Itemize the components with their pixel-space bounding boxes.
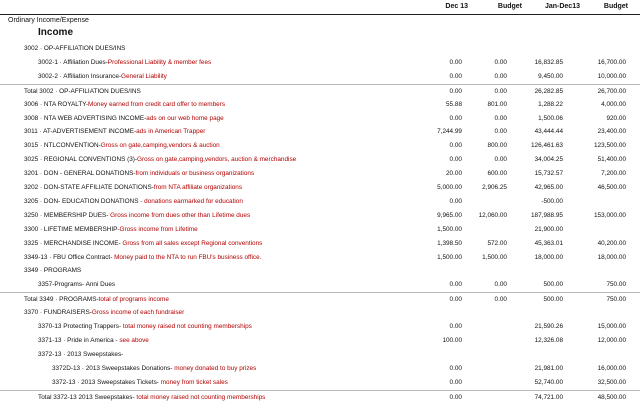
table-row [0, 139, 640, 153]
row-description: General Liability [121, 72, 167, 80]
cell-dec13: 9,965.00 [437, 211, 462, 219]
cell-budget-month: 0.00 [494, 87, 507, 95]
cell-jan-dec13: 12,326.08 [534, 336, 563, 344]
cell-dec13: 55.88 [446, 100, 462, 108]
row-label [24, 125, 205, 139]
table-row [0, 209, 640, 223]
cell-budget-month: 800.00 [487, 142, 507, 150]
row-description: money donated to buy prizes [172, 364, 257, 372]
cell-budget-month: 1,500.00 [482, 253, 507, 261]
cell-budget-month: 0.00 [494, 156, 507, 164]
cell-budget-month: 600.00 [487, 170, 507, 178]
cell-budget-month: 801.00 [487, 100, 507, 108]
row-label [24, 181, 242, 195]
cell-budget-year: 46,500.00 [597, 184, 626, 191]
row-description: Professional Liability & member fees [107, 58, 212, 66]
row-account-name: 3006 · NTA ROYALTY- [24, 100, 89, 108]
row-account-name: 3325 · MERCHANDISE INCOME- [24, 239, 121, 247]
row-account-name: 3025 · REGIONAL CONVENTIONS (3)- [24, 156, 138, 164]
cell-dec13: 1,398.50 [437, 239, 462, 247]
cell-budget-year: 12,000.00 [597, 336, 626, 344]
table-row [0, 167, 640, 181]
row-label [38, 56, 211, 70]
row-account-name: 3349 · PROGRAMS [24, 267, 82, 275]
cell-budget-month: 0.00 [494, 58, 507, 66]
cell-jan-dec13: 52,740.00 [534, 378, 563, 386]
table-row [0, 334, 640, 348]
row-label [24, 306, 184, 320]
row-account-name: 3002-1 · Affiliation Dues- [38, 58, 108, 66]
cell-budget-year: 4,000.00 [601, 100, 626, 108]
cell-budget-year: 750.00 [606, 281, 626, 289]
cell-jan-dec13: 74,721.00 [534, 393, 563, 401]
cell-budget-year: 40,200.00 [597, 239, 626, 247]
table-row [0, 362, 640, 376]
cell-budget-year: 15,000.00 [597, 323, 626, 330]
row-account-name: 3205 · DON- EDUCATION DONATIONS [24, 197, 139, 205]
row-label [24, 264, 81, 278]
cell-dec13: 0.00 [449, 281, 462, 289]
row-account-name: 3300 · LIFETIME MEMBERSHIP- [24, 225, 120, 233]
cell-jan-dec13: 42,965.00 [534, 184, 563, 191]
row-label [24, 112, 224, 126]
table-row [0, 125, 640, 139]
col-header-budget-year: Budget [603, 3, 628, 10]
cell-budget-month: 0.00 [494, 296, 507, 304]
row-description: from NTA affiliate organizations [153, 184, 243, 191]
cell-budget-year: 920.00 [606, 114, 626, 122]
row-description: Money earned from credit card offer to members [88, 100, 226, 108]
row-label [24, 209, 250, 223]
table-row [0, 223, 640, 237]
cell-dec13: 0.00 [449, 323, 462, 330]
cell-budget-year: 153,000.00 [594, 211, 626, 219]
table-row [0, 376, 640, 390]
row-description: see above [117, 336, 149, 344]
row-description: total of programs income [98, 296, 169, 304]
cell-jan-dec13: 126,461.63 [531, 142, 563, 150]
row-account-name: 3008 · NTA WEB ADVERTISING INCOME- [24, 114, 147, 122]
row-account-name: 3011 · AT-ADVERTISEMENT INCOME- [24, 128, 137, 136]
row-label [24, 223, 198, 237]
row-label [24, 293, 169, 307]
row-description: ads on our web home page [146, 114, 224, 122]
row-account-name: Total 3349 · PROGRAMS- [24, 296, 99, 304]
row-account-name: 3357-Programs- Anni Dues [38, 281, 116, 289]
row-description: total money raised not counting memberships [134, 393, 266, 401]
cell-budget-year: 123,500.00 [594, 142, 626, 150]
table-row [0, 237, 640, 251]
table-row [0, 320, 640, 334]
row-account-name: 3372D-13 · 2013 Sweepstakes Donations- [52, 364, 173, 372]
cell-dec13: 1,500.00 [437, 225, 462, 233]
table-row [0, 84, 640, 99]
table-row [0, 70, 640, 84]
cell-jan-dec13: 34,004.25 [534, 156, 563, 164]
row-account-name: 3002-2 · Affiliation Insurance- [38, 72, 122, 80]
cell-jan-dec13: 16,832.85 [534, 58, 563, 66]
cell-jan-dec13: 21,590.26 [534, 323, 563, 330]
cell-jan-dec13: 9,450.00 [538, 72, 563, 80]
row-account-name: 3202 · DON-STATE AFFILIATE DONATIONS- [24, 184, 154, 191]
row-description: Money paid to the NTA to run FBU's business office. [112, 253, 262, 261]
cell-budget-month: 0.00 [494, 128, 507, 136]
cell-budget-month: 12,060.00 [478, 211, 507, 219]
row-description: Gross from all sales except Regional conventions [120, 239, 263, 247]
row-description: ads in American Trapper [136, 128, 206, 136]
cell-budget-month: 0.00 [494, 72, 507, 80]
cell-jan-dec13: 15,732.57 [534, 170, 563, 178]
table-row [0, 278, 640, 292]
row-description: Gross income from dues other than Lifetime dues [108, 211, 251, 219]
row-label [24, 237, 262, 251]
table-row [0, 348, 640, 362]
table-row [0, 153, 640, 167]
cell-budget-month: 0.00 [494, 114, 507, 122]
cell-budget-year: 16,000.00 [597, 364, 626, 372]
row-account-name: 3370-13 Protecting Trappers- [38, 323, 122, 330]
section-title: Ordinary Income/Expense [8, 17, 89, 24]
cell-dec13: 0.00 [449, 393, 462, 401]
cell-jan-dec13: 1,288.22 [538, 100, 563, 108]
cell-dec13: 100.00 [442, 336, 462, 344]
row-account-name: 3201 · DON - GENERAL DONATIONS- [24, 170, 136, 178]
row-description: Gross income of each fundraiser [91, 309, 185, 317]
row-label [38, 334, 149, 348]
cell-dec13: 0.00 [449, 58, 462, 66]
row-description: Gross on gate,camping,vendors, auction & merchandise [137, 156, 297, 164]
row-description: total money raised not counting memberships [121, 323, 252, 330]
row-account-name: 3250 · MEMBERSHIP DUES- [24, 211, 109, 219]
row-label [24, 98, 225, 112]
cell-jan-dec13: 1,500.06 [538, 114, 563, 122]
row-account-name: 3372-13 · 2013 Sweepstakes Tickets- [52, 378, 159, 386]
cell-jan-dec13: 18,000.00 [534, 253, 563, 261]
col-header-jan-dec13: Jan-Dec13 [544, 3, 580, 10]
cell-dec13: 7,244.99 [437, 128, 462, 136]
cell-jan-dec13: 26,282.85 [534, 87, 563, 95]
col-header-dec13: Dec 13 [445, 3, 468, 10]
cell-jan-dec13: 21,900.00 [534, 225, 563, 233]
row-account-name: Total 3372-13 2013 Sweepstakes- [38, 393, 135, 401]
header-rule [0, 14, 640, 15]
cell-dec13: 0.00 [449, 156, 462, 164]
row-account-name: 3371-13 · Pride in America - [38, 336, 118, 344]
table-row [0, 251, 640, 265]
cell-dec13: 0.00 [449, 72, 462, 80]
cell-jan-dec13: -500.00 [541, 197, 563, 205]
cell-dec13: 0.00 [449, 142, 462, 150]
row-account-name: 3372-13 · 2013 Sweepstakes- [38, 350, 124, 358]
table-row [0, 42, 640, 56]
table-row [0, 98, 640, 112]
cell-budget-year: 23,400.00 [597, 128, 626, 136]
cell-budget-month: 2,906.25 [482, 184, 507, 191]
row-description: Gross on gate,camping,vendors & auction [100, 142, 220, 150]
cell-budget-year: 7,200.00 [601, 170, 626, 178]
row-description: money from ticket sales [158, 378, 228, 386]
cell-dec13: 5,000.00 [437, 184, 462, 191]
cell-budget-month: 0.00 [494, 281, 507, 289]
row-label [38, 70, 167, 84]
cell-dec13: 0.00 [449, 197, 462, 205]
table-row [0, 181, 640, 195]
cell-budget-year: 18,000.00 [597, 253, 626, 261]
table-row [0, 292, 640, 307]
table-row [0, 56, 640, 70]
row-label [24, 251, 261, 265]
row-label [24, 153, 296, 167]
row-label [24, 42, 125, 56]
row-description: Gross income from Lifetime [119, 225, 198, 233]
row-label [24, 139, 220, 153]
cell-jan-dec13: 500.00 [543, 296, 563, 304]
cell-dec13: 20.00 [446, 170, 462, 178]
table-row [0, 195, 640, 209]
cell-jan-dec13: 21,981.00 [534, 364, 563, 372]
cell-jan-dec13: 45,363.01 [534, 239, 563, 247]
cell-budget-year: 10,000.00 [597, 72, 626, 80]
row-label [52, 362, 256, 376]
cell-dec13: 0.00 [449, 296, 462, 304]
cell-dec13: 0.00 [449, 364, 462, 372]
row-label [38, 278, 115, 292]
cell-dec13: 0.00 [449, 378, 462, 386]
cell-dec13: 0.00 [449, 114, 462, 122]
col-header-budget-month: Budget [497, 3, 522, 10]
table-row [0, 264, 640, 278]
row-account-name: 3349-13 · FBU Office Contract- [24, 253, 113, 261]
cell-budget-year: 32,500.00 [597, 378, 626, 386]
row-label [38, 320, 252, 334]
table-row [0, 390, 640, 405]
row-label [38, 348, 123, 362]
row-description: - donations earmarked for education [138, 197, 243, 205]
row-account-name: 3370 · FUNDRAISERS- [24, 309, 92, 317]
cell-dec13: 0.00 [449, 87, 462, 95]
row-account-name: 3002 · OP-AFFILIATION DUES/INS [24, 45, 126, 52]
cell-jan-dec13: 500.00 [543, 281, 563, 289]
row-label [52, 376, 228, 390]
table-row [0, 112, 640, 126]
income-heading: Income [38, 27, 74, 38]
row-label [24, 195, 243, 209]
table-row [0, 306, 640, 320]
row-account-name: 3015 · NTLCONVENTION- [24, 142, 101, 150]
cell-jan-dec13: 187,988.95 [531, 211, 563, 219]
row-description: from individuals or business organizations [135, 170, 255, 178]
cell-budget-year: 750.00 [606, 296, 626, 304]
row-label [38, 391, 265, 405]
cell-budget-year: 16,700.00 [597, 58, 626, 66]
row-account-name: Total 3002 · OP-AFFILIATION DUES/INS [24, 87, 141, 95]
cell-budget-year: 48,500.00 [597, 393, 626, 401]
cell-budget-month: 572.00 [487, 239, 507, 247]
cell-jan-dec13: 43,444.44 [534, 128, 563, 136]
cell-budget-year: 51,400.00 [597, 156, 626, 164]
row-label [24, 167, 254, 181]
cell-dec13: 1,500.00 [437, 253, 462, 261]
row-label [24, 85, 141, 99]
cell-budget-year: 26,700.00 [597, 87, 626, 95]
